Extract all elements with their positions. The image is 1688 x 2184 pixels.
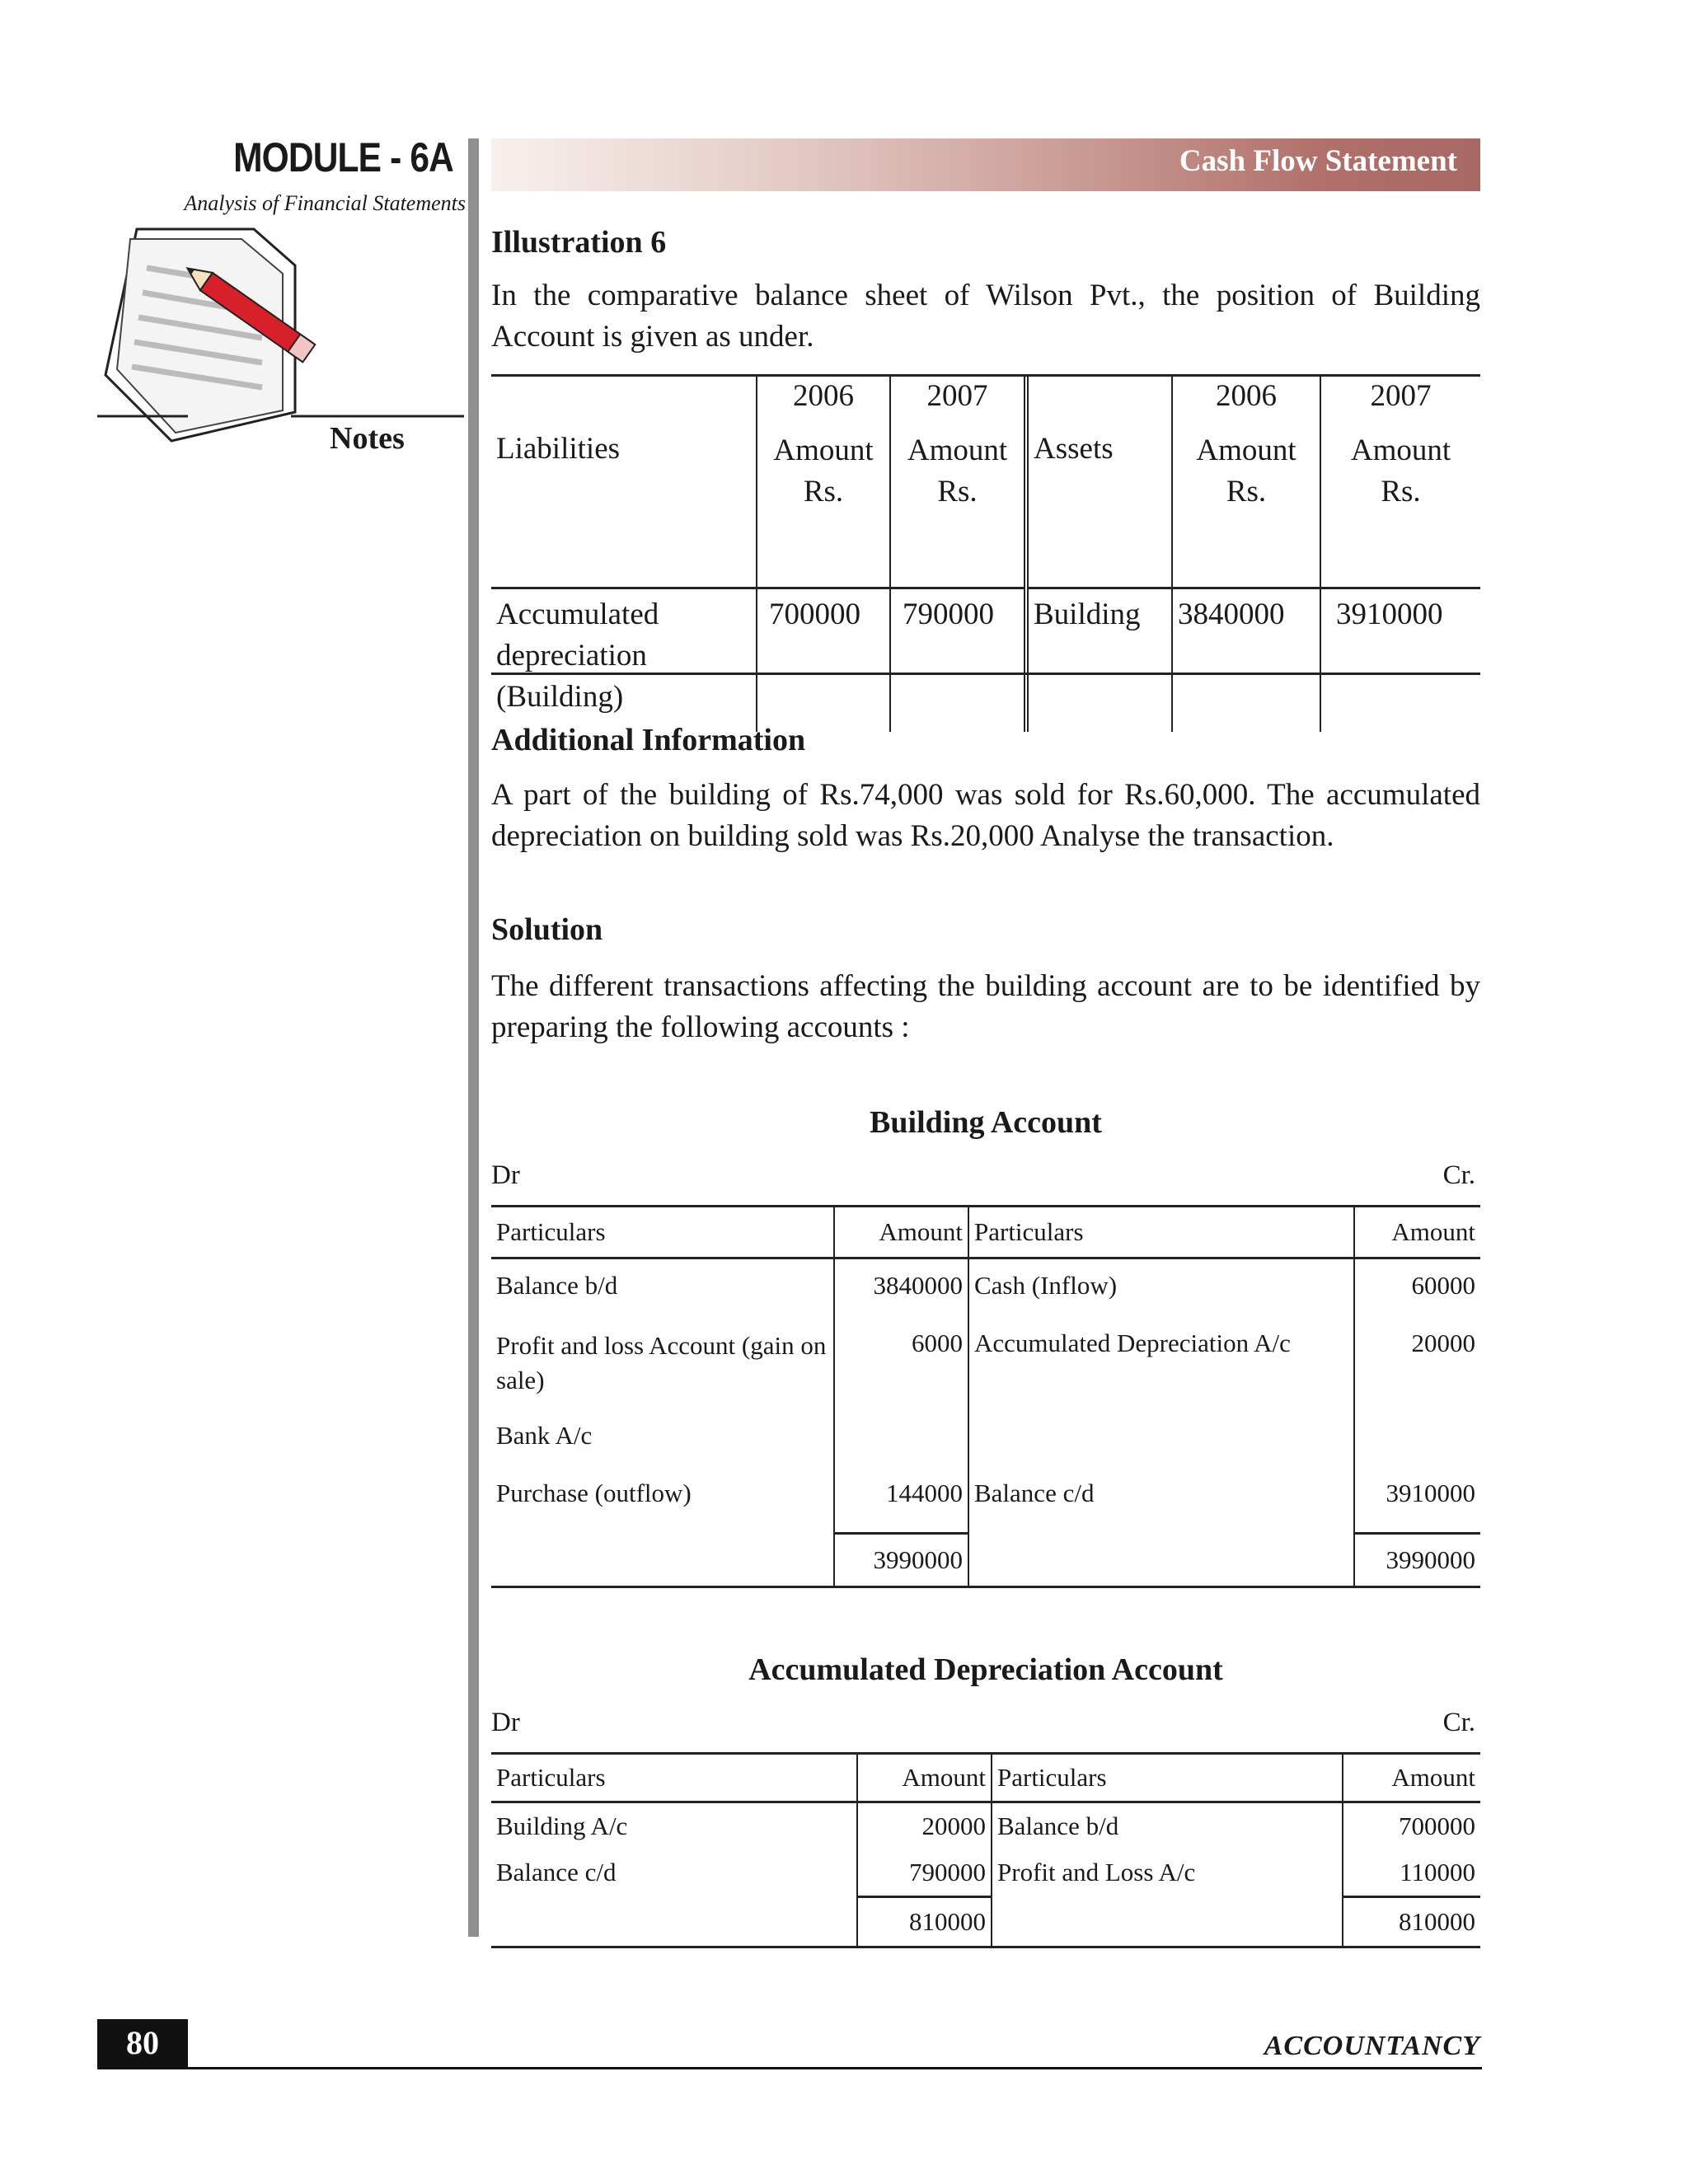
- comparative-balance-table: [491, 376, 1480, 732]
- asset-2006-header: 2006 Amount Rs.: [1172, 376, 1320, 588]
- table-row: Balance b/d: [496, 1271, 618, 1300]
- building-account-title: Building Account: [870, 1105, 1102, 1140]
- col-amount: Amount: [1354, 1207, 1480, 1258]
- liabilities-header: Liabilities: [491, 376, 757, 588]
- additional-info-text: A part of the building of Rs.74,000 was sold for Rs.60,000. The accumulated depreciation on building sold was Rs.20,000 Analyse the transaction.: [491, 778, 1480, 853]
- table-row: Bank A/c: [496, 1421, 593, 1450]
- chapter-title: Cash Flow Statement: [1179, 144, 1457, 178]
- liability-2006-value: 700000: [757, 588, 890, 733]
- margin-divider: [468, 138, 479, 1937]
- cr-label: Cr.: [1442, 1160, 1475, 1190]
- asset-2007-value: 3910000: [1320, 588, 1480, 733]
- col-amount: Amount: [1343, 1754, 1480, 1802]
- col-particulars: Particulars: [992, 1754, 1343, 1802]
- cr-label: Cr.: [1442, 1708, 1475, 1737]
- liability-2007-header: 2007 Amount Rs.: [890, 376, 1026, 588]
- asset-2007-header: 2007 Amount Rs.: [1320, 376, 1480, 588]
- liability-2007-value: 790000: [890, 588, 1026, 733]
- table-row: Purchase (outflow): [496, 1479, 692, 1507]
- table-row: Building A/c: [496, 1811, 628, 1840]
- col-amount: Amount: [834, 1207, 968, 1258]
- depreciation-dr-cr: [491, 1708, 1480, 1738]
- building-total-cr: 3990000: [1354, 1533, 1480, 1586]
- col-particulars: Particulars: [491, 1754, 857, 1802]
- table-row: Balance c/d: [496, 1858, 617, 1886]
- depreciation-account-table: Particulars Amount Particulars Amount Building A/c 20000 Balance b/d 700000 Balance c/d 790000 Profit and Loss A/c 110000 810000 810000: [491, 1752, 1480, 1948]
- building-dr-cr: [491, 1160, 1480, 1191]
- dr-label: Dr: [491, 1708, 520, 1737]
- footer-subject: ACCOUNTANCY: [1264, 2031, 1480, 2061]
- illustration-title: Illustration 6: [491, 225, 667, 260]
- notes-label: Notes: [330, 421, 405, 456]
- dr-label: Dr: [491, 1160, 520, 1190]
- assets-header: Assets: [1026, 376, 1172, 588]
- page-number: 80: [97, 2019, 188, 2067]
- depreciation-account-title: Accumulated Depreciation Account: [748, 1652, 1223, 1687]
- solution-text: The different transactions affecting the building account are to be identified by preparing the following accounts :: [491, 969, 1480, 1044]
- building-total-dr: 3990000: [834, 1533, 968, 1586]
- notes-pencil-icon: [97, 223, 468, 462]
- col-particulars: Particulars: [968, 1207, 1354, 1258]
- module-subtitle: Analysis of Financial Statements: [184, 191, 466, 215]
- liability-2006-header: 2006 Amount Rs.: [757, 376, 890, 588]
- additional-info-title: Additional Information: [491, 723, 806, 757]
- chapter-banner: [491, 138, 1480, 191]
- module-title: MODULE - 6A: [233, 134, 453, 180]
- footer-rule: [97, 2067, 1482, 2069]
- liability-name: Accumulated depreciation (Building): [496, 598, 659, 714]
- depreciation-total-cr: 810000: [1343, 1897, 1480, 1947]
- solution-title: Solution: [491, 912, 603, 947]
- building-account-table: Particulars Amount Particulars Amount Balance b/d 3840000 Cash (Inflow) 60000 Profit and loss Account (gain on sale) 6000 Accumulated Depreciation A/c 20000 Bank A/c Purchase (outflow) 144000 Balance c/d 3910000 3990000 3990000: [491, 1205, 1480, 1588]
- table-row: Profit and loss Account (gain on sale): [496, 1331, 827, 1394]
- asset-name: Building: [1026, 588, 1172, 733]
- illustration-intro: In the comparative balance sheet of Wilson Pvt., the position of Building Account is given as under.: [491, 279, 1480, 354]
- depreciation-total-dr: 810000: [857, 1897, 992, 1947]
- table-bottom-rule: [491, 673, 1480, 675]
- col-particulars: Particulars: [491, 1207, 834, 1258]
- col-amount: Amount: [857, 1754, 992, 1802]
- asset-2006-value: 3840000: [1172, 588, 1320, 733]
